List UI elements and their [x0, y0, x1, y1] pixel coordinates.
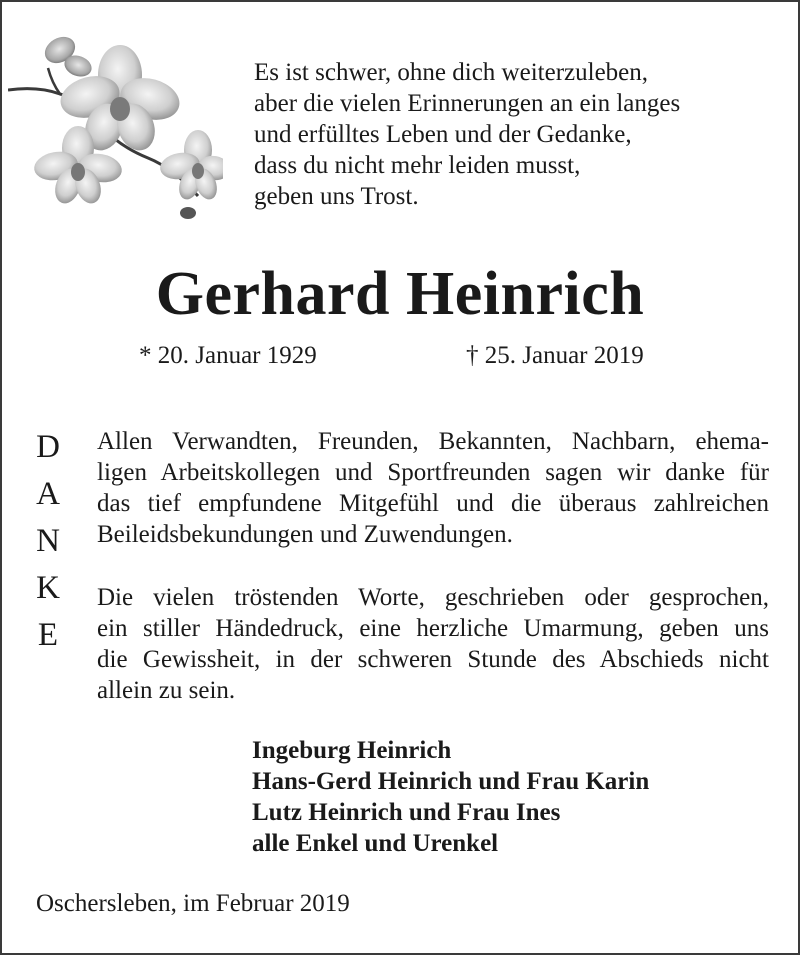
- thanks-paragraph: [97, 426, 769, 550]
- danke-letter: N: [36, 523, 60, 559]
- deceased-name: Gerhard Heinrich: [155, 260, 645, 328]
- signer-name: Lutz Heinrich und Frau Ines: [252, 799, 561, 826]
- death-date: † 25. Januar 2019: [466, 342, 644, 369]
- signer-name: alle Enkel und Urenkel: [252, 830, 499, 857]
- paragraph-line: Allen Verwandten, Freunden, Bekannten, Nachbarn, ehema-: [97, 428, 769, 455]
- danke-vertical: [28, 424, 68, 659]
- poem-line: aber die vielen Erinnerungen an ein langes: [254, 90, 681, 117]
- birth-date: * 20. Januar 1929: [139, 342, 317, 369]
- poem: [254, 57, 754, 212]
- place-date: Oschersleben, im Februar 2019: [36, 890, 350, 917]
- paragraph-line: ein stiller Händedruck, eine herzliche Umarmung, geben uns: [97, 615, 769, 642]
- signers: [252, 735, 649, 859]
- poem-line: geben uns Trost.: [254, 183, 419, 210]
- signer-name: Ingeburg Heinrich: [252, 737, 452, 764]
- orchid-image: [8, 28, 223, 223]
- paragraph-line: das tief empfundene Mitgefühl und die überaus zahlreichen: [97, 490, 769, 517]
- poem-line: und erfülltes Leben und der Gedanke,: [254, 121, 632, 148]
- poem-line: dass du nicht mehr leiden musst,: [254, 152, 581, 179]
- danke-letter: D: [36, 429, 60, 465]
- danke-letter: K: [36, 570, 60, 606]
- paragraph-line: die Gewissheit, in der schweren Stunde des Abschieds nicht: [97, 646, 769, 673]
- danke-letter: A: [36, 476, 60, 512]
- danke-letter: E: [37, 617, 59, 653]
- paragraph-line: allein zu sein.: [97, 677, 236, 704]
- signer-name: Hans-Gerd Heinrich und Frau Karin: [252, 768, 650, 795]
- poem-line: Es ist schwer, ohne dich weiterzuleben,: [254, 59, 649, 86]
- paragraph-line: Die vielen tröstenden Worte, geschrieben oder gesprochen,: [97, 584, 769, 611]
- comfort-paragraph: [97, 582, 769, 706]
- paragraph-line: Beileidsbekundungen und Zuwendungen.: [97, 521, 513, 548]
- paragraph-line: ligen Arbeitskollegen und Sportfreunden sagen wir danke für: [97, 459, 769, 486]
